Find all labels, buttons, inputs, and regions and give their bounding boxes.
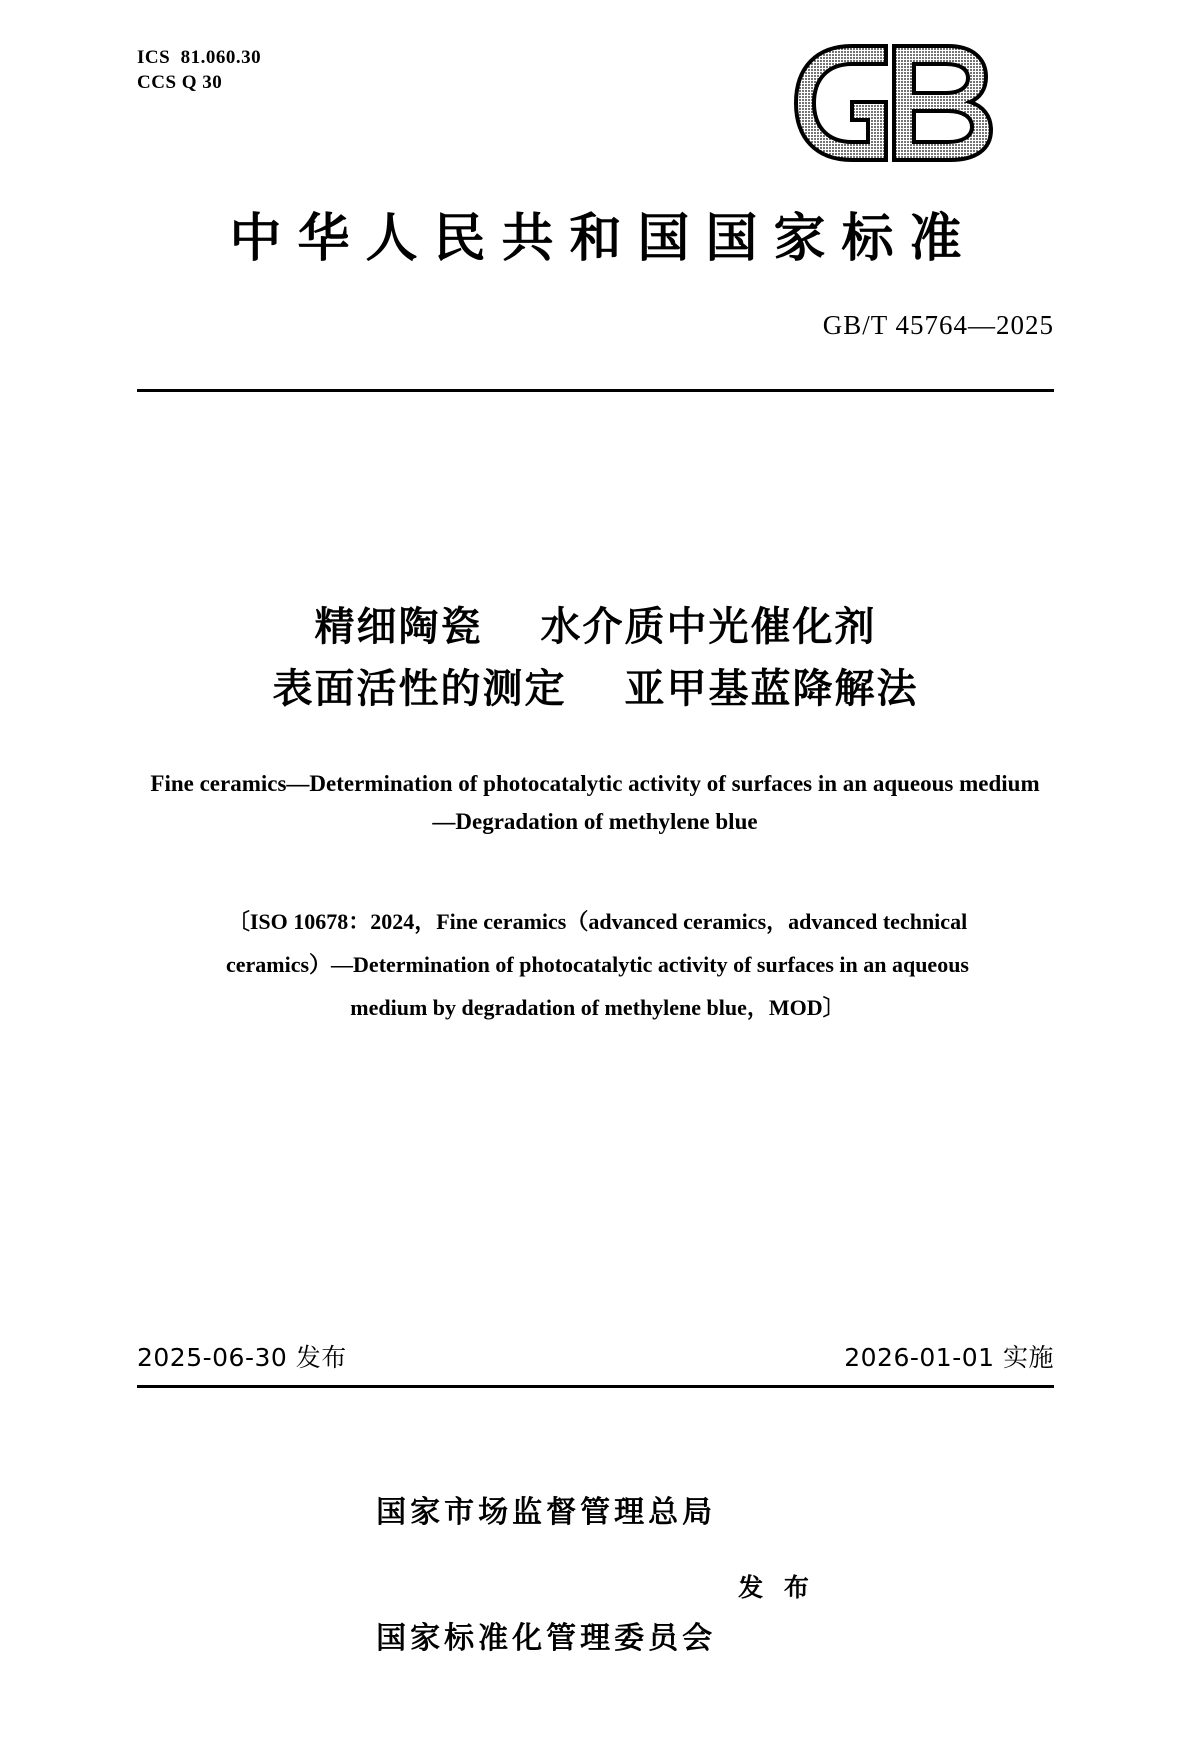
divider-top	[137, 389, 1054, 392]
classification-codes	[137, 45, 261, 95]
standard-number: GB/T 45764—2025	[822, 310, 1054, 340]
publisher-line2: 国家标准化管理委员会	[376, 1621, 717, 1656]
publisher-verb: 发 布	[738, 1573, 815, 1602]
document-title-en: Fine ceramics—Determination of photocatalytic activity of surfaces in an aqueous medium—Degradation of methylene blue	[150, 771, 1040, 834]
gb-logo-icon	[790, 42, 1005, 164]
iso-note-line2: ceramics）—Determination of photocatalytic activity of surfaces in an aqueous	[225, 952, 969, 977]
iso-note-line1: 〔ISO 10678：2024，Fine ceramics（advanced ceramics，advanced technical	[227, 909, 968, 934]
issue-date: 2025-06-30 发布	[137, 1343, 347, 1372]
effective-date: 2026-01-01 实施	[844, 1343, 1054, 1372]
divider-bottom	[137, 1385, 1054, 1388]
iso-note-line3: medium by degradation of methylene blue，MOD〕	[350, 995, 845, 1020]
publisher-block	[0, 1408, 1191, 1744]
publisher-names	[376, 1408, 716, 1744]
document-title-cn-line1: 精细陶瓷 水介质中光催化剂	[314, 604, 877, 650]
document-title-cn	[0, 596, 1191, 720]
national-standard-title: 中华人民共和国国家标准	[229, 208, 978, 269]
ccs-code: CCS Q 30	[137, 72, 223, 93]
iso-correspondence-note	[140, 900, 1055, 1029]
publisher-line1: 国家市场监督管理总局	[376, 1495, 717, 1530]
ics-code: ICS 81.060.30	[137, 47, 262, 68]
document-title-cn-line2: 表面活性的测定 亚甲基蓝降解法	[272, 666, 919, 712]
